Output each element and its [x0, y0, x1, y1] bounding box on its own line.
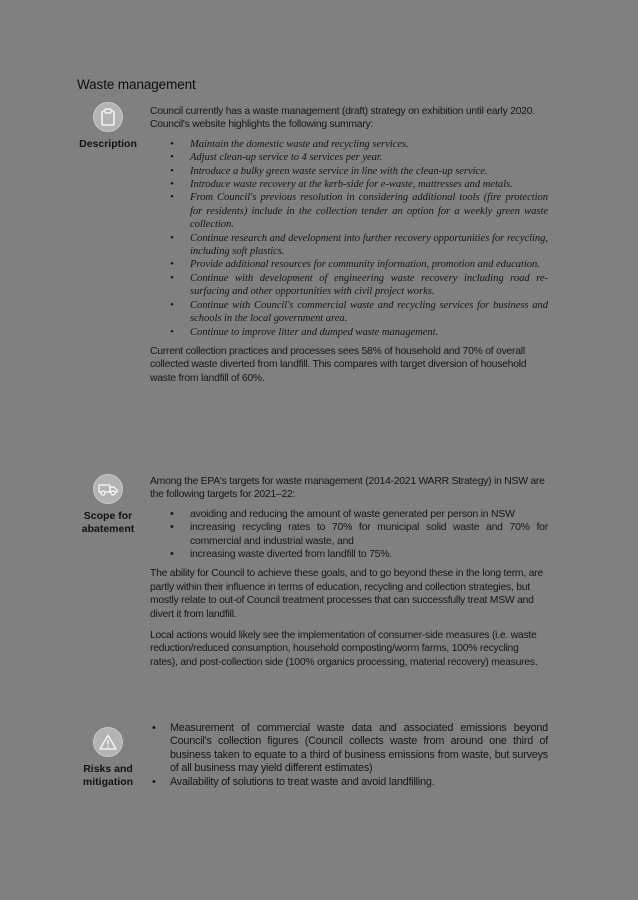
list-item: • Maintain the domestic waste and recycling services. — [150, 138, 548, 151]
description-bullet-list — [150, 138, 548, 339]
list-item: • Availability of solutions to treat waste and avoid landfilling. — [150, 776, 548, 789]
list-item: • Adjust clean-up service to 4 services per year. — [150, 151, 548, 164]
scope-label — [76, 510, 140, 536]
truck-icon — [93, 474, 123, 504]
section-title: Waste management — [77, 77, 196, 92]
scope-sidebar — [76, 474, 140, 536]
risks-label — [76, 763, 140, 789]
description-closing: Current collection practices and processes sees 58% of household and 70% of overall collected waste diverted from landfill. This compares with target diversion of household waste from landfill of 60%. — [150, 345, 527, 384]
scope-content — [150, 475, 548, 669]
scope-bullet-list — [150, 508, 548, 562]
list-item: • increasing waste diverted from landfill to 75%. — [150, 548, 548, 561]
description-intro: Council currently has a waste management (draft) strategy on exhibition until early 2020. Council's website highlights the following summary: — [150, 106, 535, 131]
list-item: • Measurement of commercial waste data and associated emissions beyond Council's collection figures (Council collects waste from around one third of business taken to equate to a third of business emissions from waste, but surveys of all business may yield different estimates) — [150, 722, 548, 776]
list-item: • Provide additional resources for community information, promotion and education. — [150, 258, 548, 271]
description-content — [150, 105, 548, 385]
risks-bullet-list — [150, 722, 548, 789]
list-item: • avoiding and reducing the amount of waste generated per person in NSW — [150, 508, 548, 521]
risks-content — [150, 722, 548, 795]
risks-label-line2: mitigation — [82, 776, 134, 788]
scope-paragraph-1: The ability for Council to achieve these goals, and to go beyond these in the long term, are partly within their influence in terms of education, recycling and collection strategies, but mostly relate to out-of Council treatment processes that can successfully treat MSW and divert it from landfill. — [150, 568, 543, 620]
list-item: • Introduce waste recovery at the kerb-side for e-waste, mattresses and metals. — [150, 178, 548, 191]
scope-paragraph-2: Local actions would likely see the implementation of consumer-side measures (i.e. waste reduction/reduced consumption, household composting/worm farms, 100% recycling rates), and post-collection side (100% organics processing, material recovery) measures. — [150, 630, 538, 668]
clipboard-icon — [93, 102, 123, 132]
risks-label-line1: Risks and — [83, 763, 133, 775]
scope-label-line1: Scope for — [83, 510, 133, 522]
list-item: • Continue research and development into further recovery opportunities for recycling, including soft plastics. — [150, 232, 548, 259]
list-item: • Introduce a bulky green waste service in line with the clean-up service. — [150, 165, 548, 178]
scope-intro: Among the EPA's targets for waste management (2014-2021 WARR Strategy) in NSW are the following targets for 2021–22: — [150, 476, 545, 501]
list-item: • Continue with development of engineering waste recovery including road re-surfacing and other opportunities with civil project works. — [150, 272, 548, 299]
list-item: • Continue with Council's commercial waste and recycling services for business and schools in the local government area. — [150, 299, 548, 326]
list-item: • increasing recycling rates to 70% for municipal solid waste and 70% for commercial and industrial waste, and — [150, 521, 548, 548]
description-sidebar — [76, 102, 140, 151]
risks-sidebar — [76, 727, 140, 789]
description-label: Description — [79, 138, 137, 150]
scope-label-line2: abatement — [81, 523, 135, 535]
list-item: • From Council's previous resolution in considering additional tools (fire protection for residents) include in the collection tender an option for a weekly green waste collection. — [150, 191, 548, 231]
warning-icon — [93, 727, 123, 757]
list-item: • Continue to improve litter and dumped waste management. — [150, 326, 548, 339]
